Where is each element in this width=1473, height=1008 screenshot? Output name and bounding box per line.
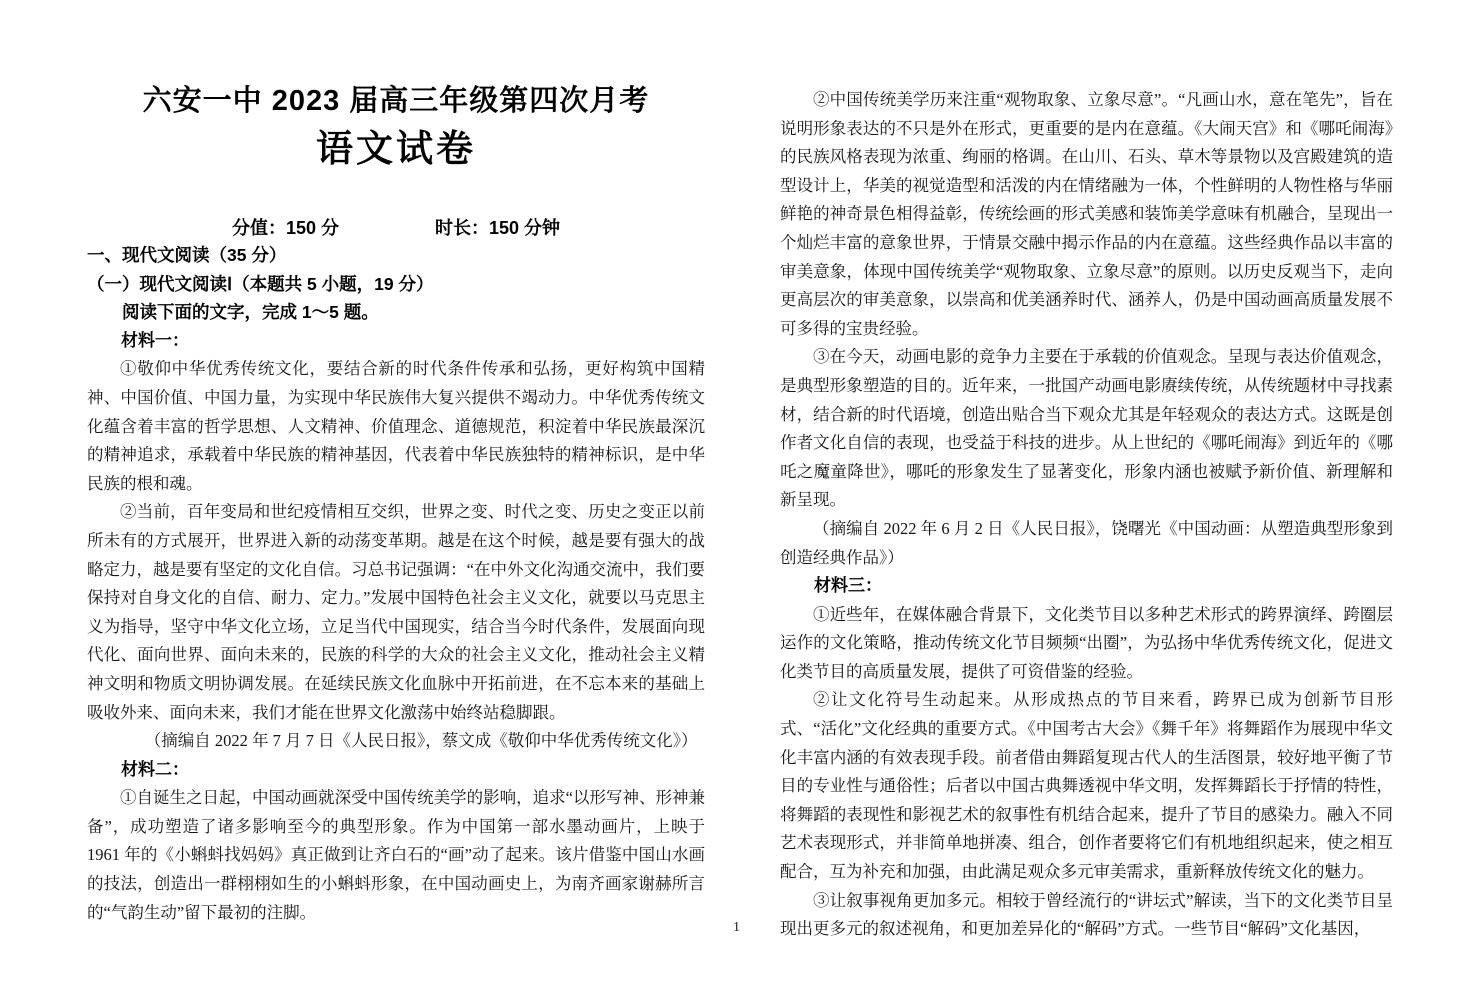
material-2-paragraph-3: ③在今天，动画电影的竞争力主要在于承载的价值观念。呈现与表达价值观念，是典型形象塑造的目的。近年来，一批国产动画电影赓续传统，从传统题材中寻找素材，结合新的时代语境，创造出贴合当下观众尤其是年轻观众的表达方式。这既是创作者文化自信的表现，也受益于科技的进步。从上世纪的《哪吒闹海》到近年的《哪吒之魔童降世》，哪吒的形象发生了显著变化，形象内涵也被赋予新价值、新理解和新呈现。 — [780, 347, 1393, 510]
material-1-paragraph-1: ①敬仰中华优秀传统文化，要结合新的时代条件传承和弘扬，更好构筑中国精神、中国价值、中国力量，为实现中华民族伟大复兴提供不竭动力。中华优秀传统文化蕴含着丰富的哲学思想、人文精神、价值理念、道德规范，积淀着中华民族最深沉的精神追求，承载着中华民族的精神基因，代表着中华民族独特的精神标识，是中华民族的根和魂。 — [87, 359, 705, 493]
material-2-source: （摘编自 2022 年 6 月 2 日《人民日报》，饶曙光《中国动画：从塑造典型形象到创造经典作品》） — [780, 518, 1393, 567]
subsection-heading-reading-1: （一）现代文阅读Ⅰ（本题共 5 小题，19 分） — [87, 273, 434, 294]
score-label: 分值：150 分 — [231, 218, 339, 238]
material-2-paragraph-2: ②中国传统美学历来注重“观物取象、立象尽意”。“凡画山水，意在笔先”，旨在说明形象表达的不只是外在形式，更重要的是内在意蕴。《大闹天宫》和《哪吒闹海》的民族风格表现为浓重、绚丽的格调。在山川、石头、草木等景物以及宫殿建筑的造型设计上，华美的视觉造型和活泼的内在情绪融为一体，个性鲜明的人物性格与华丽鲜艳的神奇景色相得益彰，传统绘画的形式美感和装饰美学意味有机融合，呈现出一个灿烂丰富的意象世界，于情景交融中揭示作品的内在意蕴。这些经典作品以丰富的审美意象，体现中国传统美学“观物取象、立象尽意”的原则。以历史反观当下，走向更高层次的审美意象，以崇高和优美涵养时代、涵养人，仍是中国动画高质量发展不可多得的宝贵经验。 — [780, 90, 1393, 338]
duration-label: 时长：150 分钟 — [435, 218, 561, 238]
material-3-heading: 材料三： — [814, 576, 882, 596]
material-1-source: （摘编自 2022 年 7 月 7 日《人民日报》，蔡文成《敬仰中华优秀传统文化》） — [144, 731, 698, 751]
page-number: 1 — [733, 920, 740, 935]
exam-meta-line — [87, 215, 705, 241]
material-3-paragraph-3: ③让叙事视角更加多元。相较于曾经流行的“讲坛式”解读，当下的文化类节目呈现出更多元的叙述视角，和更加差异化的“解码”方式。一些节目“解码”文化基因， — [780, 890, 1393, 939]
left-column — [87, 0, 705, 927]
material-2-paragraph-1: ①自诞生之日起，中国动画就深受中国传统美学的影响，追求“以形写神、形神兼备”，成功塑造了诸多影响至今的典型形象。作为中国第一部水墨动画片，上映于 1961 年的《小蝌蚪找妈妈》真正做到让齐白石的“画”动了起来。该片借鉴中国山水画的技法，创造出一群栩栩如生的小蝌蚪形象，在中国动画史上，为南齐画家谢赫所言的“气韵生动”留下最初的注脚。 — [87, 788, 705, 922]
instruction-line: 阅读下面的文字，完成 1～5 题。 — [122, 302, 379, 323]
exam-title: 六安一中 2023 届高三年级第四次月考 — [142, 85, 650, 117]
section-heading-modern-reading: 一、现代文阅读（35 分） — [87, 245, 287, 265]
material-2-heading: 材料二： — [121, 759, 189, 779]
right-column — [780, 86, 1393, 944]
material-3-paragraph-2: ②让文化符号生动起来。从形成热点的节目来看，跨界已成为创新节目形式、“活化”文化经典的重要方式。《中国考古大会》《舞千年》将舞蹈作为展现中华文化丰富内涵的有效表现手段。前者借由舞蹈复现古代人的生活图景，较好地平衡了节目的专业性与通俗性；后者以中国古典舞透视中华文明，发挥舞蹈长于抒情的特性，将舞蹈的表现性和影视艺术的叙事性有机结合起来，提升了节目的感染力。融入不同艺术表现形式，并非简单地拼凑、组合，创作者要将它们有机地组织起来，使之相互配合，互为补充和加强，由此满足观众多元审美需求，重新释放传统文化的魅力。 — [780, 690, 1393, 882]
exam-subtitle: 语文试卷 — [316, 128, 476, 169]
material-3-paragraph-1: ①近些年，在媒体融合背景下，文化类节目以多种艺术形式的跨界演绎、跨圈层运作的文化策略，推动传统文化节目频频“出圈”，为弘扬中华优秀传统文化，促进文化类节目的高质量发展，提供了可资借鉴的经验。 — [780, 604, 1393, 681]
material-1-paragraph-2: ②当前，百年变局和世纪疫情相互交织，世界之变、时代之变、历史之变正以前所未有的方式展开，世界进入新的动荡变革期。越是在这个时候，越是要有强大的战略定力，越是要有坚定的文化自信。习总书记强调：“在中外文化沟通交流中，我们要保持对自身文化的自信、耐力、定力。”发展中国特色社会主义文化，就要以马克思主义为指导，坚守中华文化立场，立足当代中国现实，结合当今时代条件，发展面向现代化、面向世界、面向未来的，民族的科学的大众的社会主义文化，推动社会主义精神文明和物质文明协调发展。在延续民族文化血脉中开拓前进，在不忘本来的基础上吸收外来、面向未来，我们才能在世界文化激荡中始终站稳脚跟。 — [87, 502, 705, 722]
material-1-heading: 材料一： — [121, 330, 189, 350]
